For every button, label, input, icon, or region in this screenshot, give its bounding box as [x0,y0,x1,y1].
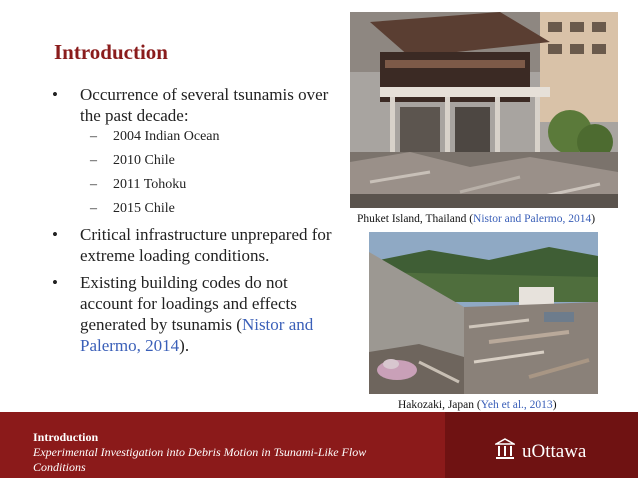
citation-link[interactable]: Nistor and Palermo, 2014 [80,315,314,355]
bullet-dot: • [52,225,58,244]
bullet-text: Existing building codes do not account for loadings and effects generated by tsunamis ( [80,273,297,334]
bullet-dot: • [52,85,58,104]
university-logo-text: uOttawa [522,441,587,462]
bullet-text: Occurrence of several tsunamis over the past decade: [80,85,329,125]
bullet-list [52,84,342,362]
bullet-dot: • [52,273,58,292]
bullet-item [52,224,342,266]
slide-footer [0,412,638,478]
bullet-text: Critical infrastructure unprepared for extreme loading conditions. [80,225,332,265]
sub-bullet-item: – 2011 Tohoku [90,177,187,192]
footer-section-label: Introduction [33,430,99,444]
bullet-item [52,84,342,218]
bullet-item: • Existing building codes do not account for loadings and effects generated by tsunamis (Nistor and Palermo, 2014). [52,273,314,355]
photo-caption-hakozaki: Hakozaki, Japan (Yeh et al., 2013) [398,399,557,411]
footer-presentation-title: Experimental Investigation into Debris Motion in Tsunami-Like Flow Conditions [33,445,367,474]
citation-link[interactable]: Yeh et al., 2013 [480,399,553,411]
photo-phuket-damage [350,12,618,208]
citation-link[interactable]: Nistor and Palermo, 2014 [473,213,592,225]
slide-title: Introduction [54,40,168,64]
sub-bullet-item: – 2004 Indian Ocean [90,129,220,144]
sub-bullet-item: – 2010 Chile [90,153,175,168]
university-building-icon [495,438,515,460]
photo-caption-phuket: Phuket Island, Thailand (Nistor and Palermo, 2014) [357,213,596,225]
sub-bullet-list [80,128,342,218]
photo-hakozaki-debris [369,232,598,394]
sub-bullet-item: – 2015 Chile [90,201,175,216]
